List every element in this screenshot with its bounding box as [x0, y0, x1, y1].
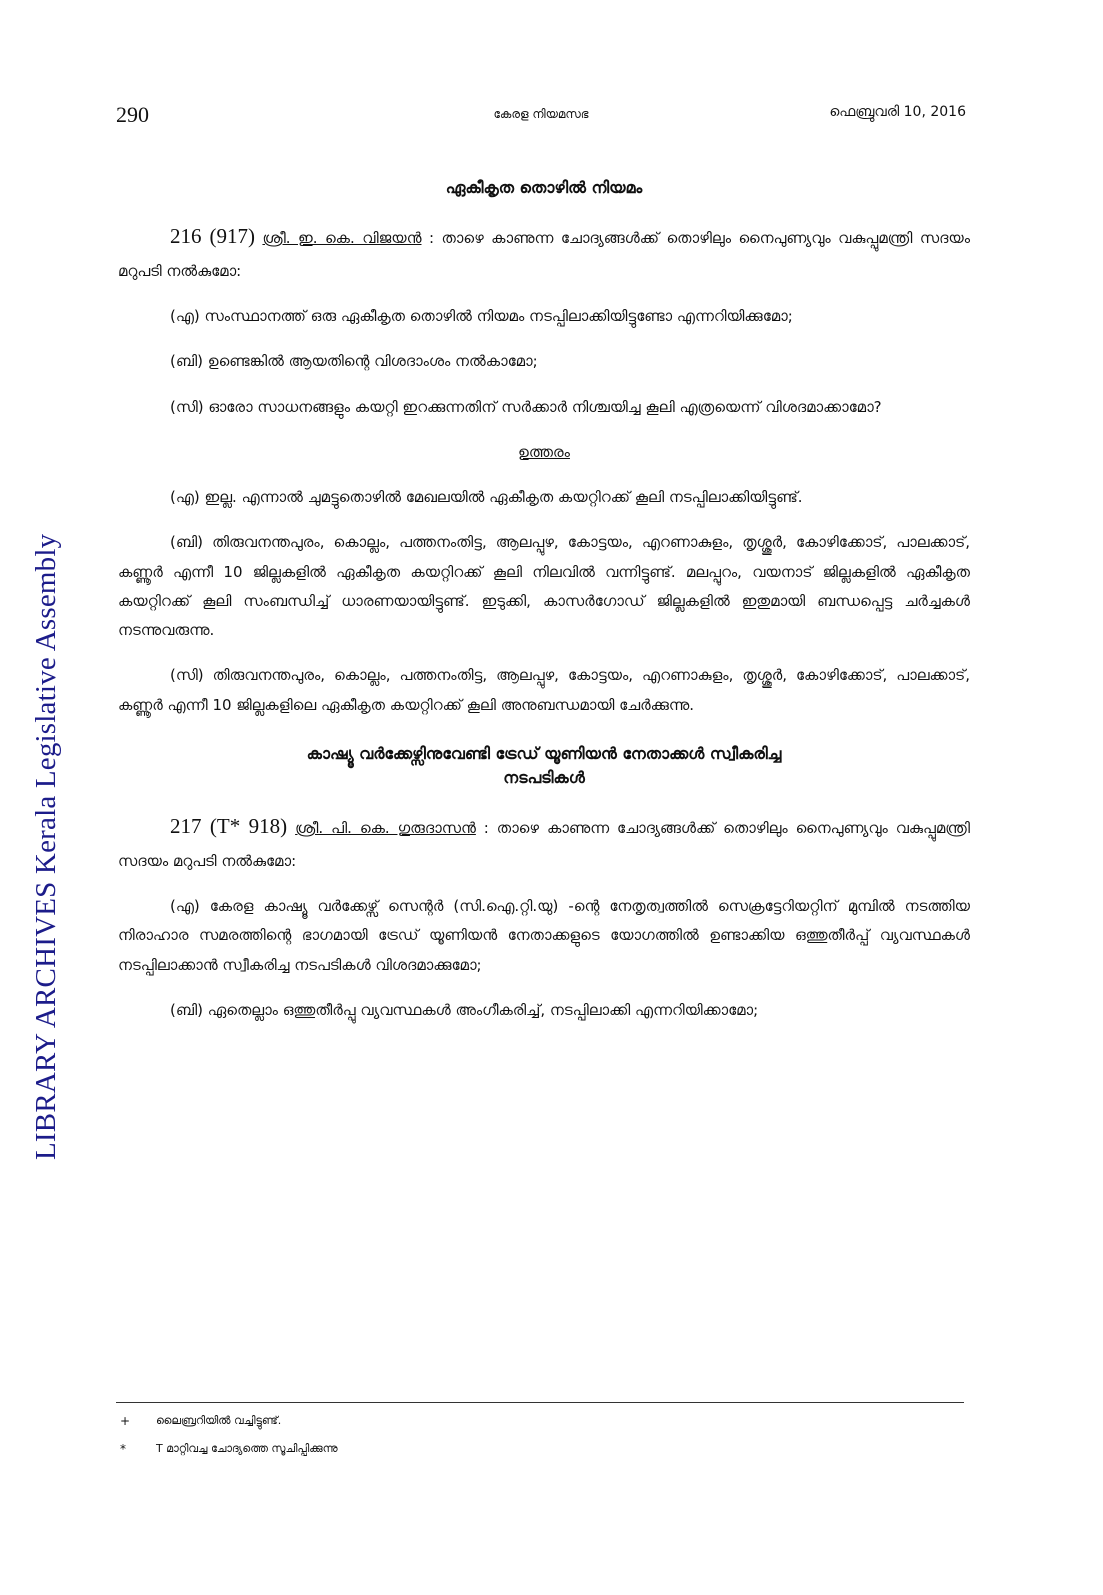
answer-item-a: (എ) ഇല്ല. എന്നാൽ ചുമട്ടുതൊഴിൽ മേഖലയിൽ ഏകീകൃത കയറ്റിറക്ക് കൂലി നടപ്പിലാക്കിയിട്ടുണ്ട്.: [170, 488, 803, 507]
answer-item-c: (സി) തിരുവനന്തപുരം, കൊല്ലം, പത്തനംതിട്ട, ആലപ്പുഴ, കോട്ടയം, എറണാകുളം, തൃശ്ശൂർ, കോഴിക്കോട്, പാലക്കാട്, കണ്ണൂർ എന്നീ 10 ജില്ലകളിലെ ഏകീകൃത കയറ്റിറക്ക് കൂലി അനുബന്ധമായി ചേർക്കുന്നു.: [118, 666, 970, 714]
question-216-intro: [118, 216, 970, 286]
archive-watermark: LIBRARY ARCHIVES Kerala Legislative Assembly: [30, 533, 62, 1160]
page-number: 290: [116, 102, 149, 127]
page-header: [116, 100, 966, 130]
question-217-intro: [118, 806, 970, 876]
footnote-text: T മാറ്റിവച്ച ചോദ്യത്തെ സൂചിപ്പിക്കുന്നു: [156, 1442, 338, 1455]
question-intro-text: : താഴെ കാണുന്ന ചോദ്യങ്ങൾക്ക് തൊഴിലും നൈപുണ്യവും വകുപ്പുമന്ത്രി സദയം മറുപടി നൽകുമോ:: [118, 229, 970, 280]
question-number: 217 (T* 918): [170, 813, 288, 838]
section-heading-unified-labour-law: ഏകീകൃത തൊഴിൽ നിയമം: [445, 178, 643, 197]
footnote-divider: [116, 1402, 964, 1403]
question-item-b: (ബി) ഏതെല്ലാം ഒത്തുതീർപ്പു വ്യവസ്ഥകൾ അംഗീകരിച്ച്, നടപ്പിലാക്കി എന്നറിയിക്കാമോ;: [170, 1000, 759, 1019]
issue-date: ഫെബ്രുവരി 10, 2016: [829, 104, 966, 120]
footnote-item: [120, 1442, 960, 1456]
answer-item-b: (ബി) തിരുവനന്തപുരം, കൊല്ലം, പത്തനംതിട്ട, ആലപ്പുഴ, കോട്ടയം, എറണാകുളം, തൃശ്ശൂർ, കോഴിക്കോട്, പാലക്കാട്, കണ്ണൂർ എന്നീ 10 ജില്ലകളിൽ ഏകീകൃത കയറ്റിറക്ക് കൂലി നിലവിൽ വന്നിട്ടുണ്ട്. മലപ്പുറം, വയനാട് ജില്ലകളിൽ ഏകീകൃത കയറ്റിറക്ക് കൂലി സംബന്ധിച്ച് ധാരണയായിട്ടുണ്ട്. ഇടുക്കി, കാസർഗോഡ് ജില്ലകളിൽ ഇതുമായി ബന്ധപ്പെട്ട ചർച്ചകൾ നടന്നുവരുന്നു.: [118, 533, 970, 640]
footnotes: [120, 1414, 960, 1470]
document-body: [118, 176, 970, 1025]
answer-heading: ഉത്തരം: [518, 442, 570, 461]
footnote-text: ലൈബ്രറിയിൽ വച്ചിട്ടുണ്ട്.: [156, 1414, 282, 1427]
question-intro-text: : താഴെ കാണുന്ന ചോദ്യങ്ങൾക്ക് തൊഴിലും നൈപുണ്യവും വകുപ്പുമന്ത്രി സദയം മറുപടി നൽകുമോ:: [118, 818, 970, 870]
question-item-a: (എ) സംസ്ഥാനത്ത് ഒരു ഏകീകൃത തൊഴിൽ നിയമം നടപ്പിലാക്കിയിട്ടുണ്ടോ എന്നറിയിക്കുമോ;: [170, 307, 793, 326]
section-heading-cashew-workers-line1: കാഷ്യൂ വർക്കേഴ്സിനുവേണ്ടി ട്രേഡ് യൂണിയൻ നേതാക്കൾ സ്വീകരിച്ച: [306, 743, 782, 763]
footnote-item: [120, 1414, 960, 1428]
running-title: കേരള നിയമസഭ: [493, 107, 589, 121]
footnote-mark: *: [120, 1442, 126, 1456]
member-name: ശ്രീ. പി. കെ. ഗുരുദാസൻ: [295, 818, 476, 837]
section-heading-cashew-workers-line2: നടപടികൾ: [503, 767, 585, 787]
question-item-c: (സി) ഓരോ സാധനങ്ങളും കയറ്റി ഇറക്കുന്നതിന് സർക്കാർ നിശ്ചയിച്ച കൂലി എത്രയെന്ന് വിശദമാക്കാമോ?: [170, 397, 882, 416]
footnote-mark: +: [120, 1414, 131, 1428]
question-item-b: (ബി) ഉണ്ടെങ്കിൽ ആയതിന്റെ വിശദാംശം നൽകാമോ;: [170, 352, 538, 371]
question-number: 216 (917): [170, 224, 255, 248]
question-item-a: (എ) കേരള കാഷ്യൂ വർക്കേഴ്സ് സെന്റർ (സി.ഐ.റ്റി.യു) -ന്റെ നേതൃത്വത്തിൽ സെക്രട്ടേറിയറ്റിന് മുമ്പിൽ നടത്തിയ നിരാഹാര സമരത്തിന്റെ ഭാഗമായി ട്രേഡ് യൂണിയൻ നേതാക്കളുടെ യോഗത്തിൽ ഉണ്ടാക്കിയ ഒത്തുതീർപ്പ് വ്യവസ്ഥകൾ നടപ്പിലാക്കാൻ സ്വീകരിച്ച നടപടികൾ വിശദമാക്കുമോ;: [118, 897, 970, 974]
member-name: ശ്രീ. ഇ. കെ. വിജയൻ: [262, 229, 422, 247]
